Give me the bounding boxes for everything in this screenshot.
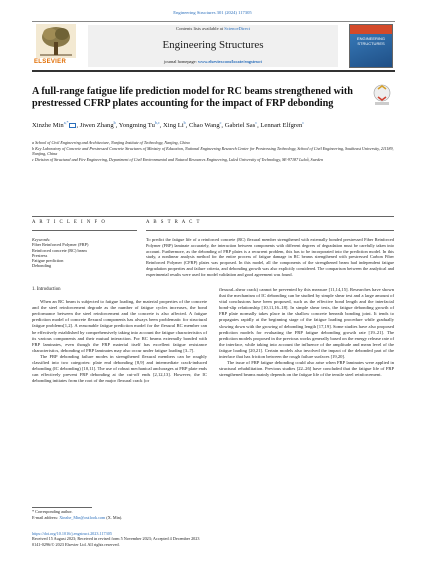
divider [146,230,394,231]
journal-masthead [88,25,338,67]
journal-name: Engineering Structures [162,39,264,51]
elsevier-tree-logo [36,24,76,64]
section-heading: 1. Introduction [32,287,61,292]
cover-title: ENGINEERING STRUCTURES [356,36,385,46]
divider [32,216,394,217]
doi-link[interactable]: https://doi.org/10.1016/j.engstruct.2023.117305 [32,531,112,536]
corresponding-author-note: * Corresponding author. [32,509,73,514]
homepage-prefix: journal homepage: [164,59,197,64]
author[interactable]: Gabriel Sas$^c$ [224,120,258,130]
contents-prefix: Contents lists available at [176,26,224,31]
author[interactable]: Yongming Tu$^{b,c}$ [118,120,160,130]
keyword[interactable]: Fiber Reinforced Polymer (FRP) [32,242,89,248]
affiliation: b Key Laboratory of Concrete and Prestressed Concrete Structures of Ministry of Education, National Engineering Research Center for Prestressing Technology, School of Civil Engineering, Southeast University, 211189, Nanjing, China [32,145,394,157]
abstract-text: To predict the fatigue life of a reinforced concrete (RC) flexural member strengthened with externally bonded prestressed Fiber Reinforced Polymer (FRP) laminate accurately, the interaction between components with different degrees of degradation must be carefully taken into account. Furthermore, as the debonding of FRP plates is a recurrent problem, this has to be incorporated into the prediction model. In this study, a nonlinear analysis method for the entire process of fatigue damage in RC beams strengthened with prestressed Carbon Fiber Reinforced Polymer (CFRP) plates was proposed. In this model, all the components of the strengthened beam had independent fatigue degradation properties and failure criteria, and debonding growth was also explicitly considered. The comparison between the analytical and experimental results were used for model validation and good agreement was found. [146,237,394,277]
journal-cover-thumbnail [349,24,393,68]
body-paragraph: flexural–shear crack) cannot be prevented by this measure [11,14,15]. Researches have shown that the mechanism of IC debonding can be studied by simple shear test and a large amount of vital conclusions have been proposed, such as the effective bond length and the interfacial bond-slip relationship [10,11,16–18]. In simple shear tests, the fatigue debonding growth of FRP plate normally takes place in the shallow concrete beneath bonding joint. It tends to propagates rapidly at the beginning stage of the fatigue loading procedure while gradually slowing down with the growing of debonding length [17,19]. Some studies have also proposed prediction models for evaluating the FRP fatigue debonding growth rate [19–21]. The prediction models proposed in the previous works generally based on the energy release rate of the interface, while taking into account the influence of the amplitude and mean level of the fatigue loading [20,21]. Certain models also involved the impact of the debonded part of the interface that has friction between the rough failure surfaces [19,20]. [219,287,394,360]
author[interactable]: Xing Li$^b$ [162,120,186,130]
contents-line [88,26,338,31]
body-paragraph: The issue of FRP fatigue debonding could also arise when FRP laminates were applied in structural rehabilitation. Previous studies [22–26] have concluded that the fatigue life of FRP strengthened beams mainly depends on the fatigue life of the tensile steel reinforcement. [219,360,394,378]
keyword[interactable]: Prestress [32,252,48,258]
journal-header [32,21,395,72]
footnote-divider [32,507,92,508]
homepage-line [88,59,338,64]
keywords-label: Keywords: [32,237,51,242]
body-paragraph: The FRP debonding failure modes in strengthened flexural members can be roughly classified into two categories: plate end debonding [8,9] and intermediate crack-induced debonding (IC debonding) [10,11]. The use of robust mechanical anchorages at FRP plate ends can effectively prevent FRP debonding at the cut-off ends [2,12,13]. However, the IC debonding initiates from the root of the major flexural crack (or [32,353,207,384]
cover-band [350,25,392,34]
email-link[interactable]: Xinzhe_Min@outlook.com [59,514,106,520]
history-dates: Received 15 August 2023; Received in revised form 5 November 2023; Accepted 4 December 2023 [32,536,200,542]
author-list: Xinzhe Min$^{a,*}$ , Jiwen Zhang$^b$, Yongming Tu$^{b,c}$, Xing Li$^b$, Chao Wang$^c$, Gabriel Sas$^c$, Lennart Elfgren$^c$ [32,120,305,130]
footnotes [32,509,232,520]
author[interactable]: Xinzhe Min$^{a,*}$ [32,122,76,129]
sciencedirect-link[interactable]: ScienceDirect [224,26,250,31]
body-column-right [219,287,394,378]
journal-reference[interactable]: Engineering Structures 301 (2024) 117305 [173,10,252,15]
check-for-updates-icon[interactable] [372,84,392,106]
keyword[interactable]: Reinforced concrete (RC) beam [32,247,87,253]
homepage-link[interactable]: www.elsevier.com/locate/engstruct [197,59,262,64]
author[interactable]: Jiwen Zhang$^b$ [79,120,116,130]
author[interactable]: Chao Wang$^c$ [188,120,222,130]
mail-icon[interactable] [69,123,76,129]
article-title: A full-range fatigue life prediction model for RC beams strengthened with prestressed CFRP plates accounting for the impact of FRP debonding [32,86,353,110]
issn-copyright: 0141-0296/© 2023 Elsevier Ltd. All rights reserved. [32,541,120,547]
affiliations [32,140,394,163]
keywords [32,237,137,269]
article-info-heading: A R T I C L E I N F O [32,220,107,225]
publisher-wordmark: ELSEVIER [34,59,67,65]
divider [32,230,137,231]
keyword[interactable]: Debonding [32,263,52,269]
article-metadata [32,531,292,547]
body-column-left [32,287,207,384]
author[interactable]: Lennart Elfgren$^c$ [260,120,305,130]
keyword[interactable]: Fatigue prediction [32,258,64,264]
abstract-heading: A B S T R A C T [146,220,201,225]
body-paragraph: When an RC beam is subjected to fatigue loading, the material properties of the concrete and the steel reinforcement degrade as the number of fatigue cycles increases, the bond performance between the steel reinforcement and the concrete is also affected. A fatigue prediction model of concrete flexural components has always been problematic for structural fatigue problems[1,2]. A reasonable fatigue prediction model for the flexural RC member can be effectively established by comprehensively taking into account the fatigue characteristics of its various components and their mutual interaction. For RC beams externally bonded with FRP laminates, even though the FRP material itself has excellent fatigue resistance characteristics, debonding of FRP laminates may also occur under fatigue loading [3–7]. [32,299,207,353]
email-line: E-mail address: Xinzhe_Min@outlook.com (X. Min). [32,514,123,520]
affiliation: a School of Civil Engineering and Architecture, Nanjing Institute of Technology, Nanjing, China [32,140,190,145]
affiliation: c Division of Structural and Fire Engineering, Department of Civil Environmental and Natural Resources Engineering, Luleå University of Technology, SE-97187 Luleå, Sweden [32,157,324,163]
